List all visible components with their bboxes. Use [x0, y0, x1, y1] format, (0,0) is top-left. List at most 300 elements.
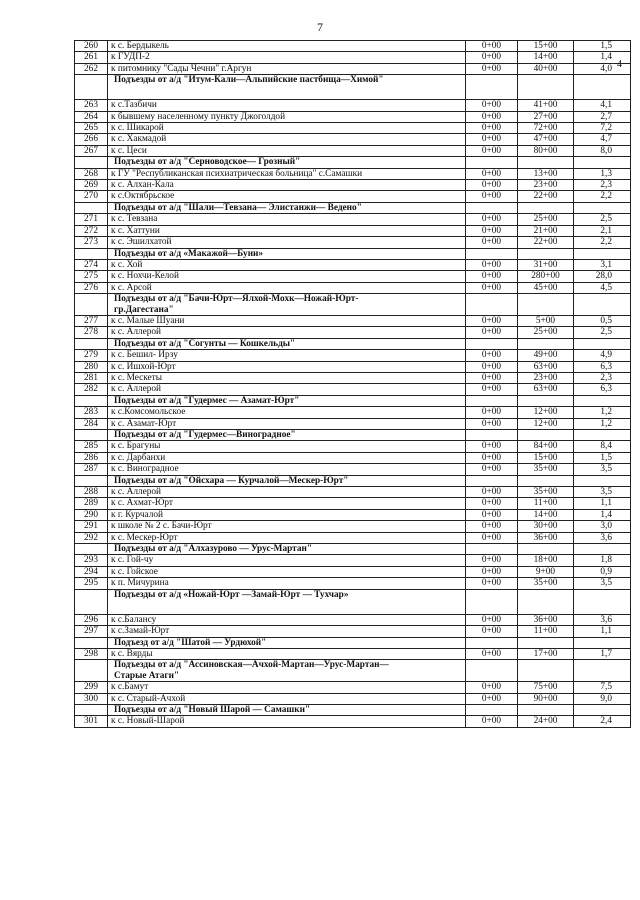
road-name: к п. Мичурина: [108, 578, 466, 589]
end-km: 30+00: [518, 521, 574, 532]
length-km: 3,6: [574, 532, 631, 543]
empty-cell: [518, 75, 574, 100]
end-km: 49+00: [518, 350, 574, 361]
row-number: 286: [75, 452, 108, 463]
section-header-row: [75, 704, 631, 715]
row-number: 297: [75, 626, 108, 637]
table-row: [75, 682, 631, 693]
length-km: 1,5: [574, 41, 631, 52]
length-km: 2,4: [574, 716, 631, 727]
table-row: [75, 614, 631, 625]
empty-cell: [574, 704, 631, 715]
empty-cell: [518, 248, 574, 259]
empty-cell: [75, 202, 108, 213]
section-title: [108, 544, 466, 555]
start-km: 0+00: [466, 315, 518, 326]
end-km: 80+00: [518, 145, 574, 156]
length-km: 1,3: [574, 168, 631, 179]
start-km: 0+00: [466, 372, 518, 383]
empty-cell: [574, 157, 631, 168]
table-row: [75, 123, 631, 134]
start-km: 0+00: [466, 134, 518, 145]
table-row: [75, 498, 631, 509]
section-header-row: [75, 637, 631, 648]
table-row: [75, 327, 631, 338]
table-row: [75, 315, 631, 326]
section-title-line: Подъезды от а/д "Шали—Тевзана— Элистанжи— Ведено": [114, 202, 362, 213]
length-km: 6,3: [574, 384, 631, 395]
row-number: 263: [75, 100, 108, 111]
road-name: к с. Хой: [108, 259, 466, 270]
road-name: к с.Тазбичи: [108, 100, 466, 111]
table-row: [75, 521, 631, 532]
row-number: 281: [75, 372, 108, 383]
start-km: 0+00: [466, 145, 518, 156]
table-row: [75, 464, 631, 475]
empty-cell: [466, 294, 518, 316]
empty-cell: [75, 395, 108, 406]
length-km: 8,0: [574, 145, 631, 156]
start-km: 0+00: [466, 566, 518, 577]
end-km: 35+00: [518, 487, 574, 498]
section-title-line: Подъезды от а/д "Согунты — Кошкельды": [114, 338, 296, 349]
end-km: 18+00: [518, 555, 574, 566]
road-name: к с. Аллерой: [108, 487, 466, 498]
section-title-line: Подъезды от а/д «Ножай-Юрт —Замай-Юрт — Тухчар»: [114, 589, 349, 600]
end-km: 9+00: [518, 566, 574, 577]
end-km: 63+00: [518, 361, 574, 372]
length-km: 4,9: [574, 350, 631, 361]
start-km: 0+00: [466, 237, 518, 248]
section-title-line: Подъезды от а/д «Макажой—Буни»: [114, 248, 264, 259]
table-row: [75, 145, 631, 156]
empty-cell: [574, 294, 631, 316]
end-km: 47+00: [518, 134, 574, 145]
start-km: 0+00: [466, 271, 518, 282]
row-number: 271: [75, 214, 108, 225]
start-km: 0+00: [466, 521, 518, 532]
start-km: 0+00: [466, 180, 518, 191]
table-row: [75, 384, 631, 395]
table-row: [75, 271, 631, 282]
road-name: к с. Хаттуни: [108, 225, 466, 236]
empty-cell: [518, 589, 574, 614]
length-km: 3,5: [574, 578, 631, 589]
row-number: 262: [75, 63, 108, 74]
row-number: 273: [75, 237, 108, 248]
roads-table: [74, 40, 631, 728]
end-km: 11+00: [518, 498, 574, 509]
start-km: 0+00: [466, 384, 518, 395]
start-km: 0+00: [466, 168, 518, 179]
empty-cell: [75, 704, 108, 715]
empty-cell: [574, 248, 631, 259]
row-number: 276: [75, 282, 108, 293]
section-title-line: Старые Атаги": [114, 670, 180, 681]
end-km: 36+00: [518, 532, 574, 543]
empty-cell: [75, 430, 108, 441]
row-number: 289: [75, 498, 108, 509]
length-km: 0,5: [574, 315, 631, 326]
start-km: 0+00: [466, 716, 518, 727]
length-km: 7,2: [574, 123, 631, 134]
end-km: 22+00: [518, 237, 574, 248]
section-title-line: Подъезды от а/д "Итум-Кали—Альпийские пастбища—Химой": [114, 75, 384, 86]
empty-cell: [75, 637, 108, 648]
section-title-line: Подъезды от а/д "Бачи-Юрт—Ялхой-Мохк—Ножай-Юрт-: [114, 294, 359, 305]
road-name: к г. Курчалой: [108, 509, 466, 520]
section-title-line: Подъезды от а/д "Ойсхара — Курчалой—Мескер-Юрт": [114, 475, 349, 486]
road-name: к с.Октябрьское: [108, 191, 466, 202]
row-number: 270: [75, 191, 108, 202]
section-title: [108, 637, 466, 648]
end-km: 15+00: [518, 41, 574, 52]
road-name: к с. Мескер-Юрт: [108, 532, 466, 543]
start-km: 0+00: [466, 532, 518, 543]
empty-cell: [574, 395, 631, 406]
length-km: 2,2: [574, 237, 631, 248]
road-name: к питомнику "Сады Чечни" г.Аргун: [108, 63, 466, 74]
empty-cell: [574, 637, 631, 648]
end-km: 23+00: [518, 180, 574, 191]
row-number: 283: [75, 407, 108, 418]
road-name: к школе № 2 с. Бачи-Юрт: [108, 521, 466, 532]
section-title: [108, 589, 466, 614]
start-km: 0+00: [466, 418, 518, 429]
end-km: 13+00: [518, 168, 574, 179]
empty-cell: [75, 544, 108, 555]
section-title-line: Подъезд от а/д "Шатой — Урдюхой": [114, 637, 267, 648]
start-km: 0+00: [466, 191, 518, 202]
end-km: 21+00: [518, 225, 574, 236]
table-row: [75, 372, 631, 383]
end-km: 14+00: [518, 52, 574, 63]
start-km: 0+00: [466, 282, 518, 293]
end-km: 17+00: [518, 648, 574, 659]
length-km: 7,5: [574, 682, 631, 693]
length-km: 3,1: [574, 259, 631, 270]
section-header-row: [75, 475, 631, 486]
empty-cell: [574, 660, 631, 682]
road-name: к с. Старый-Ачхой: [108, 693, 466, 704]
end-km: 40+00: [518, 63, 574, 74]
length-km: 1,8: [574, 555, 631, 566]
row-number: 300: [75, 693, 108, 704]
start-km: 0+00: [466, 487, 518, 498]
section-header-row: [75, 248, 631, 259]
empty-cell: [75, 294, 108, 316]
row-number: 287: [75, 464, 108, 475]
section-title: [108, 202, 466, 213]
row-number: 295: [75, 578, 108, 589]
length-km: 3,0: [574, 521, 631, 532]
length-km: 6,3: [574, 361, 631, 372]
section-title: [108, 704, 466, 715]
start-km: 0+00: [466, 464, 518, 475]
end-km: 31+00: [518, 259, 574, 270]
empty-cell: [75, 338, 108, 349]
start-km: 0+00: [466, 452, 518, 463]
road-name: к с. Гой-чу: [108, 555, 466, 566]
length-km: 4,1: [574, 100, 631, 111]
section-header-row: [75, 294, 631, 316]
start-km: 0+00: [466, 259, 518, 270]
table-row: [75, 532, 631, 543]
section-title: [108, 157, 466, 168]
table-row: [75, 52, 631, 63]
table-row: [75, 716, 631, 727]
table-row: [75, 555, 631, 566]
length-km: 1,2: [574, 407, 631, 418]
start-km: 0+00: [466, 555, 518, 566]
length-km: 3,5: [574, 464, 631, 475]
start-km: 0+00: [466, 225, 518, 236]
road-name: к с. Аллерой: [108, 327, 466, 338]
length-km: 3,5: [574, 487, 631, 498]
end-km: 45+00: [518, 282, 574, 293]
start-km: 0+00: [466, 498, 518, 509]
end-km: 11+00: [518, 626, 574, 637]
page-number: 7: [317, 20, 323, 34]
row-number: 261: [75, 52, 108, 63]
start-km: 0+00: [466, 63, 518, 74]
road-name: к с. Арсой: [108, 282, 466, 293]
empty-cell: [466, 157, 518, 168]
row-number: 301: [75, 716, 108, 727]
road-name: к с. Нохчи-Келой: [108, 271, 466, 282]
row-number: 292: [75, 532, 108, 543]
section-header-row: [75, 660, 631, 682]
end-km: 72+00: [518, 123, 574, 134]
length-km: 1,4: [574, 509, 631, 520]
empty-cell: [75, 75, 108, 100]
table-row: [75, 41, 631, 52]
length-km: 28,0: [574, 271, 631, 282]
section-header-row: [75, 589, 631, 614]
length-km: 0,9: [574, 566, 631, 577]
empty-cell: [574, 202, 631, 213]
empty-cell: [574, 75, 631, 100]
road-name: к с. Ишхой-Юрт: [108, 361, 466, 372]
road-name: к с. Дарбанхи: [108, 452, 466, 463]
row-number: 285: [75, 441, 108, 452]
row-number: 282: [75, 384, 108, 395]
table-row: [75, 111, 631, 122]
road-name: к с.Замай-Юрт: [108, 626, 466, 637]
start-km: 0+00: [466, 350, 518, 361]
section-title-line: Подъезды от а/д "Гудермес — Азамат-Юрт": [114, 395, 300, 406]
table-row: [75, 407, 631, 418]
road-name: к с. Алхан-Кала: [108, 180, 466, 191]
table-row: [75, 578, 631, 589]
section-title: [108, 248, 466, 259]
road-name: к с. Новый-Шарой: [108, 716, 466, 727]
start-km: 0+00: [466, 52, 518, 63]
road-name: к с. Мескеты: [108, 372, 466, 383]
row-number: 299: [75, 682, 108, 693]
end-km: 280+00: [518, 271, 574, 282]
road-name: к с. Тевзана: [108, 214, 466, 225]
end-km: 24+00: [518, 716, 574, 727]
empty-cell: [574, 338, 631, 349]
section-title: [108, 294, 466, 316]
empty-cell: [466, 395, 518, 406]
section-title-line: Подъезды от а/д "Гудермес—Виноградное": [114, 430, 296, 440]
table-row: [75, 282, 631, 293]
table-row: [75, 361, 631, 372]
empty-cell: [518, 544, 574, 555]
table-row: [75, 441, 631, 452]
road-name: к с. Цеси: [108, 145, 466, 156]
road-name: к с. Аллерой: [108, 384, 466, 395]
table-row: [75, 237, 631, 248]
row-number: 284: [75, 418, 108, 429]
empty-cell: [75, 660, 108, 682]
section-title: [108, 75, 466, 100]
row-number: 290: [75, 509, 108, 520]
start-km: 0+00: [466, 578, 518, 589]
start-km: 0+00: [466, 41, 518, 52]
end-km: 12+00: [518, 418, 574, 429]
section-header-row: [75, 157, 631, 168]
road-name: к ГУДП-2: [108, 52, 466, 63]
row-number: 268: [75, 168, 108, 179]
row-number: 260: [75, 41, 108, 52]
row-number: 269: [75, 180, 108, 191]
empty-cell: [466, 75, 518, 100]
end-km: 12+00: [518, 407, 574, 418]
section-header-row: [75, 202, 631, 213]
section-title: [108, 475, 466, 486]
section-title: [108, 430, 466, 441]
end-km: 15+00: [518, 452, 574, 463]
section-header-row: [75, 75, 631, 100]
row-number: 274: [75, 259, 108, 270]
section-title: [108, 395, 466, 406]
start-km: 0+00: [466, 361, 518, 372]
length-km: 2,3: [574, 180, 631, 191]
length-km: 9,0: [574, 693, 631, 704]
empty-cell: [466, 248, 518, 259]
row-number: 266: [75, 134, 108, 145]
row-number: 277: [75, 315, 108, 326]
table-row: [75, 225, 631, 236]
length-km: 2,5: [574, 214, 631, 225]
road-name: к с. Бешил- Ирзу: [108, 350, 466, 361]
road-name: к с. Шикарой: [108, 123, 466, 134]
empty-cell: [466, 475, 518, 486]
road-name: к с. Малые Шуани: [108, 315, 466, 326]
road-name: к с. Хакмадой: [108, 134, 466, 145]
section-title: [108, 338, 466, 349]
empty-cell: [574, 589, 631, 614]
end-km: 5+00: [518, 315, 574, 326]
end-km: 63+00: [518, 384, 574, 395]
start-km: 0+00: [466, 648, 518, 659]
table-row: [75, 214, 631, 225]
length-km: 2,1: [574, 225, 631, 236]
length-km: 1,4: [574, 52, 631, 63]
section-title-line: Подъезды от а/д "Алхазурово — Урус-Мартан": [114, 544, 312, 555]
length-km: 2,2: [574, 191, 631, 202]
start-km: 0+00: [466, 214, 518, 225]
row-number: 265: [75, 123, 108, 134]
end-km: 27+00: [518, 111, 574, 122]
start-km: 0+00: [466, 682, 518, 693]
section-title: [108, 660, 466, 682]
road-name: к с. Бердыкель: [108, 41, 466, 52]
row-number: 264: [75, 111, 108, 122]
row-number: 291: [75, 521, 108, 532]
section-header-row: [75, 395, 631, 406]
length-km: 1,1: [574, 626, 631, 637]
length-km: 3,6: [574, 614, 631, 625]
section-header-row: [75, 338, 631, 349]
empty-cell: [466, 202, 518, 213]
empty-cell: [518, 338, 574, 349]
empty-cell: [75, 475, 108, 486]
road-name: к с.Бамут: [108, 682, 466, 693]
row-number: 279: [75, 350, 108, 361]
start-km: 0+00: [466, 509, 518, 520]
end-km: 75+00: [518, 682, 574, 693]
section-title-line: гр.Дагестана": [114, 304, 174, 315]
end-km: 23+00: [518, 372, 574, 383]
road-name: к ГУ "Республиканская психиатрическая больница" с.Самашки: [108, 168, 466, 179]
empty-cell: [574, 475, 631, 486]
empty-cell: [466, 589, 518, 614]
empty-cell: [466, 430, 518, 441]
row-number: 272: [75, 225, 108, 236]
section-title-line: Подъезды от а/д "Новый Шарой — Самашки": [114, 704, 311, 715]
empty-cell: [466, 704, 518, 715]
start-km: 0+00: [466, 100, 518, 111]
length-km: 2,3: [574, 372, 631, 383]
end-km: 25+00: [518, 214, 574, 225]
end-km: 90+00: [518, 693, 574, 704]
start-km: 0+00: [466, 626, 518, 637]
start-km: 0+00: [466, 614, 518, 625]
road-name: к с.Комсомольское: [108, 407, 466, 418]
table-row: [75, 134, 631, 145]
row-number: 267: [75, 145, 108, 156]
row-number: 298: [75, 648, 108, 659]
empty-cell: [466, 660, 518, 682]
row-number: 280: [75, 361, 108, 372]
start-km: 0+00: [466, 407, 518, 418]
end-km: 25+00: [518, 327, 574, 338]
section-header-row: [75, 430, 631, 441]
empty-cell: [574, 430, 631, 441]
row-number: 293: [75, 555, 108, 566]
start-km: 0+00: [466, 693, 518, 704]
empty-cell: [466, 338, 518, 349]
length-km: 4,0: [574, 63, 631, 74]
empty-cell: [518, 202, 574, 213]
end-km: 22+00: [518, 191, 574, 202]
table-row: [75, 63, 631, 74]
row-number: 296: [75, 614, 108, 625]
end-km: 41+00: [518, 100, 574, 111]
table-row: [75, 191, 631, 202]
empty-cell: [518, 704, 574, 715]
empty-cell: [518, 395, 574, 406]
section-title-line: Подъезды от а/д "Серноводское— Грозный": [114, 157, 301, 168]
table-row: [75, 693, 631, 704]
end-km: 14+00: [518, 509, 574, 520]
length-km: 4,7: [574, 134, 631, 145]
table-row: [75, 487, 631, 498]
